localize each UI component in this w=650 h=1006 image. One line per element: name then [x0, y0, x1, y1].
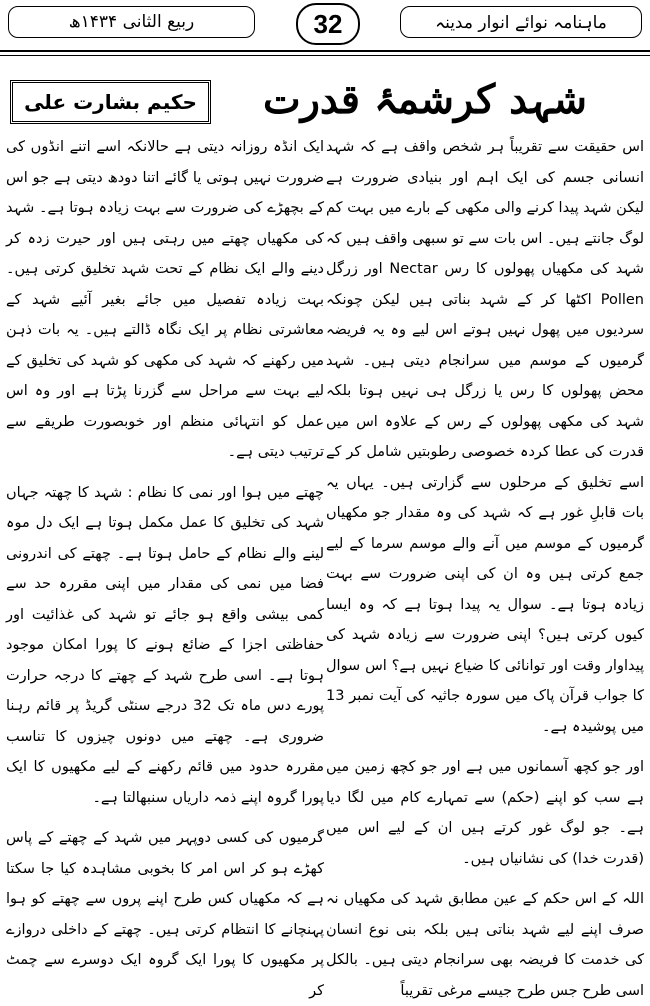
paragraph: اس حقیقت سے تقریباً ہر شخص واقف ہے کہ شہد انسانی جسم کی ایک اہم اور بنیادی ضرورت ہے لیکن شہد پیدا کرنے والی مکھی کے بارے میں بہت کم لوگ جانتے ہیں۔ اس بات سے تو سبھی واقف ہیں کہ شہد کی مکھیاں پھولوں کا رس Nectar اور زرگل Pollen اکٹھا کر کے شہد بناتی ہیں لیکن چونکہ سردیوں میں پھول نہیں ہوتے اس لیے وہ یہ فریضہ گرمیوں کے موسم میں سرانجام دیتی ہیں۔ شہد محض پھولوں کا رس یا زرگل ہی نہیں ہوتا بلکہ شہد کی مکھی پھولوں کے رس کے علاوہ اس میں قدرت کی عطا کردہ خصوصی رطوبتیں شامل کر کے اسے تخلیق کے مرحلوں سے گزارتی ہیں۔ یہاں یہ بات قابلِ غور ہے کہ شہد کی وہ مقدار جو مکھیاں گرمیوں کے موسم میں آنے والے موسم سرما کے لیے جمع کرتی ہیں وہ ان کی اپنی ضرورت سے بہت زیادہ ہوتا ہے۔ سوال یہ پیدا ہوتا ہے کہ وہ ایسا کیوں کرتی ہیں؟ اپنی ضرورت سے زیادہ شہد کی پیداوار وقت اور توانائی کا ضیاع نہیں ہے؟ اس سوال کا جواب قرآن پاک میں سورہ جاثیہ کی آیت نمبر 13 میں پوشیدہ ہے۔ [326, 139, 645, 735]
magazine-name: ماہنامہ نوائے انوار مدینہ [400, 6, 642, 38]
article-title: شہد کرشمۂ قدرت [262, 76, 588, 123]
paragraph: چھتے میں ہوا اور نمی کا نظام : شہد کا چھتہ جہاں شہد کی تخلیق کا عمل مکمل ہوتا ہے ایک دل موہ لینے والے نظام کے حامل ہوتا ہے۔ چھتے کی اندرونی فضا میں نمی کی مقدار میں اپنی مقررہ حد سے کمی بیشی واقع ہو جائے تو شہد کی غذائیت اور حفاظتی اجزا کے ضائع ہونے کا پورا امکان موجود ہوتا ہے۔ اسی طرح شہد کے چھتے کا درجہ حرارت پورے دس ماہ تک 32 درجے سنٹی گریڈ پر قائم رہنا ضروری ہے۔ چھتے میں دونوں چیزوں کا تناسب مقررہ حدود میں قائم رکھنے کے لیے مکھیوں کا ایک پورا گروہ اپنے ذمہ داریاں سنبھالتا ہے۔ [6, 484, 324, 806]
header-rule-thin [0, 55, 650, 56]
paragraph: اللہ کے اس حکم کے عین مطابق شہد کی مکھیاں نہ صرف اپنے لیے شہد بناتی ہیں بلکہ بنی نوع انسان کی خدمت کا فریضہ بھی سرانجام دیتی ہیں۔ بالکل اسی طرح جس طرح جیسے مرغی تقریباً [326, 891, 644, 999]
left-column [6, 132, 324, 999]
issue-date: ربیع الثانی ۱۴۳۴ھ [8, 6, 255, 38]
right-column [326, 132, 645, 999]
header-rule [0, 50, 650, 52]
author-box: حکیم بشارت علی [10, 80, 211, 124]
page-number: 32 [296, 3, 360, 45]
paragraph: اور جو کچھ آسمانوں میں ہے اور جو کچھ زمین میں ہے سب کو اپنے (حکم) سے تمہارے کام میں لگا دیا ہے۔ جو لوگ غور کرتے ہیں ان کے لیے اس میں (قدرت خدا) کی نشانیاں ہیں۔ [326, 759, 644, 867]
paragraph: گرمیوں کی کسی دوپہر میں شہد کے چھتے کے پاس کھڑے ہو کر اس امر کا بخوبی مشاہدہ کیا جا سکتا ہے کہ مکھیاں کس طرح اپنے پروں سے چھتے کو ہوا پہنچانے کا انتظام کرتی ہیں۔ چھتے کے داخلی دروازے پر مکھیوں کا پورا ایک گروہ ایک دوسرے سے چمٹ کر [6, 830, 324, 999]
paragraph: ایک انڈہ روزانہ دیتی ہے حالانکہ اسے اتنے انڈوں کی ضرورت نہیں ہوتی یا گائے اتنا دودھ دیتی ہے جو اس کے بچھڑے کی ضرورت سے بہت زیادہ ہوتا ہے۔ شہد کی مکھیاں چھتے میں رہتی ہیں اور حیرت زدہ کر دینے والے ایک نظام کے تحت شہد تخلیق کرتی ہیں۔ بہت زیادہ تفصیل میں جائے بغیر آئیے شہد کے معاشرتی نظام پر ایک نگاہ ڈالتے ہیں۔ یہ بات ذہن میں رکھنے کہ شہد کی مکھی کو شہد کی تخلیق کے لیے بہت سے مراحل سے گزرنا پڑتا ہے اور وہ اس عمل کو انتہائی منظم اور خوبصورت طریقے سے ترتیب دیتی ہے۔ [6, 139, 324, 460]
